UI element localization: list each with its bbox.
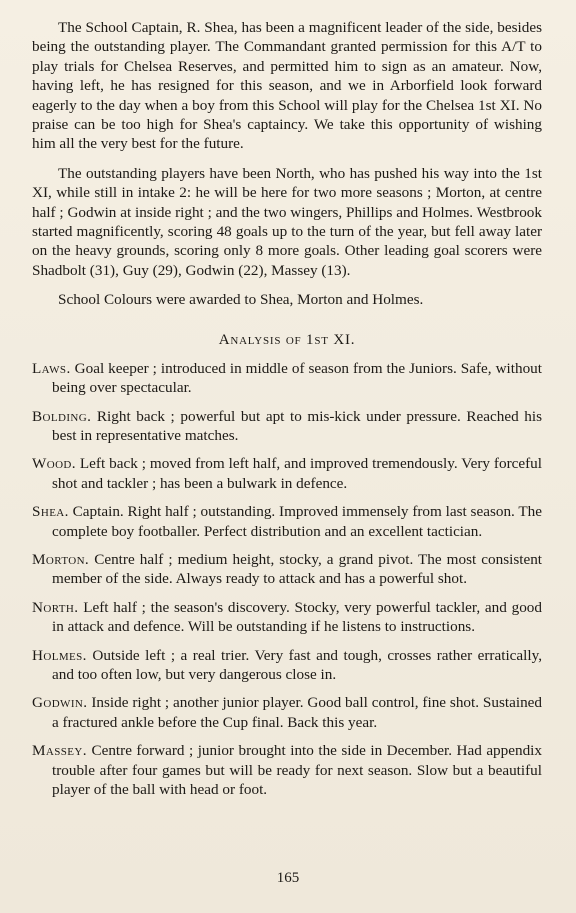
player-entry-laws xyxy=(32,359,542,398)
player-entry-massey xyxy=(32,741,542,799)
player-entry-wood xyxy=(32,454,542,493)
player-entry-godwin xyxy=(32,693,542,732)
player-entry-holmes xyxy=(32,646,542,685)
page-number: 165 xyxy=(276,870,300,886)
player-description: Centre half ; medium height, stocky, a grand pivot. The most consistent member of the side. Always ready to attack and has a powerful shot. xyxy=(52,550,543,588)
player-entry-shea xyxy=(32,502,542,541)
player-name: Holmes. xyxy=(32,646,87,664)
player-name: Bolding. xyxy=(32,407,92,425)
player-entry-bolding xyxy=(32,407,542,446)
player-description: Captain. Right half ; outstanding. Improved immensely from last season. The complete boy footballer. Perfect distribution and an excellent tactician. xyxy=(52,503,542,540)
player-name: Massey. xyxy=(32,742,87,760)
player-name: North. xyxy=(32,598,79,616)
player-name: Shea. xyxy=(32,503,69,521)
paragraph-school-colours: School Colours were awarded to Shea, Morton and Holmes. xyxy=(58,291,424,309)
player-entry-north xyxy=(32,598,542,637)
paragraph-captain: The School Captain, R. Shea, has been a magnificent leader of the side, besides being the outstanding player. The Commandant granted permission for this A/T to play trials for Chelsea Reserves, and permitted him to sign as an amateur. Now, having left, he has resigned for this season, and we in Arborfield look forward eagerly to the day when a boy from this School will play for the Chelsea 1st XI. No praise can be too high for Shea's captaincy. We take this opportunity of wishing him all the very best for the future. xyxy=(32,19,542,153)
player-description: Left half ; the season's discovery. Stocky, very powerful tackler, and good in attack and defence. Will be outstanding if he listens to instructions. xyxy=(52,598,542,636)
player-description: Outside left ; a real trier. Very fast and tough, crosses rather erratically, and too often low, but very dangerous close in. xyxy=(52,646,542,683)
player-description: Centre forward ; junior brought into the side in December. Had appendix trouble after four games but will be ready for next season. Slow but a beautiful player of the ball with head or foot. xyxy=(52,742,542,798)
player-description: Inside right ; another junior player. Good ball control, fine shot. Sustained a fractured ankle before the Cup final. Back this year. xyxy=(52,694,542,731)
player-name: Godwin. xyxy=(32,694,88,712)
player-entry-morton xyxy=(32,550,542,589)
player-description: Right back ; powerful but apt to mis-kick under pressure. Reached his best in representative matches. xyxy=(52,407,542,444)
player-name: Laws. xyxy=(32,359,71,377)
player-description: Goal keeper ; introduced in middle of season from the Juniors. Safe, without being over spectacular. xyxy=(52,359,542,397)
analysis-heading: Analysis of 1st XI. xyxy=(218,331,356,348)
paragraph-outstanding-players: The outstanding players have been North, who has pushed his way into the 1st XI, while still in intake 2: he will be here for two more seasons ; Morton, at centre half ; Godwin at inside right ; and the two wingers, Phillips and Holmes. Westbrook started magnificently, scoring 48 goals up to the turn of the year, but fell away later on the heavy grounds, scoring only 8 more goals. Other leading goal scorers were Shadbolt (31), Guy (29), Godwin (22), Massey (13). xyxy=(32,164,542,279)
player-description: Left back ; moved from left half, and improved tremendously. Very forceful shot and tackler ; has been a bulwark in defence. xyxy=(52,455,542,492)
player-name: Morton. xyxy=(32,550,90,568)
player-name: Wood. xyxy=(32,455,76,473)
